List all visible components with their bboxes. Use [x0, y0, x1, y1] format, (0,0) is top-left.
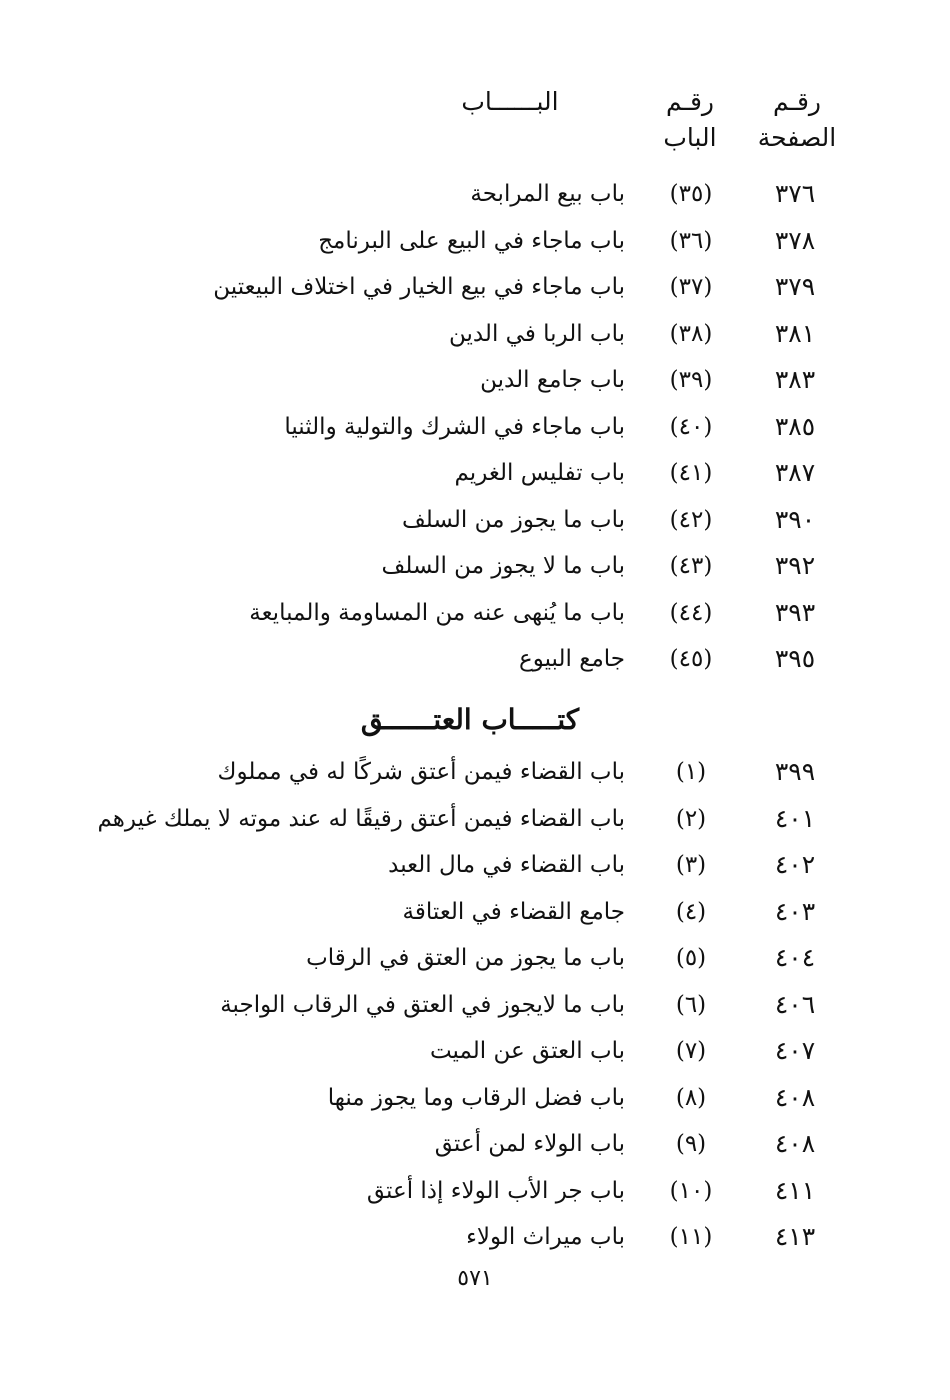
index-group-sales — [0, 172, 950, 684]
header-page-number-line2: الصفحة — [757, 123, 837, 152]
row-page-number: ٣٧٦ — [774, 179, 816, 208]
row-page-number: ٤٠٨ — [774, 1129, 816, 1158]
row-page-number: ٤٠٦ — [774, 989, 816, 1019]
row-chapter-title: جامع القضاء في العتاقة — [402, 898, 625, 925]
row-page-number: ٣٩٥ — [774, 644, 816, 673]
row-chapter-title: باب تفليس الغريم — [454, 460, 625, 486]
index-row — [0, 544, 950, 591]
row-chapter-title: باب الربا في الدين — [448, 320, 625, 347]
index-row — [0, 358, 950, 405]
row-page-number: ٣٩٢ — [774, 551, 816, 580]
row-chapter-number: (٤١) — [669, 460, 713, 486]
row-page-number: ٣٩٣ — [774, 597, 816, 627]
index-row — [0, 265, 950, 312]
row-page-number: ٣٨١ — [774, 318, 816, 348]
index-group-manumission — [0, 750, 950, 1262]
row-page-number: ٤١٣ — [774, 1222, 816, 1251]
row-chapter-title: باب جامع الدين — [480, 367, 625, 393]
row-chapter-number: (٣٧) — [669, 274, 713, 300]
row-chapter-number: (٣٩) — [669, 367, 713, 393]
row-page-number: ٣٩٩ — [774, 757, 816, 786]
row-page-number: ٣٧٨ — [774, 225, 816, 255]
row-chapter-title: باب القضاء فيمن أعتق رقيقًا له عند موته لا يملك غيرهم — [97, 805, 625, 832]
index-row — [0, 1122, 950, 1169]
row-chapter-number: (١١) — [669, 1224, 713, 1250]
row-chapter-number: (٣٥) — [669, 181, 713, 207]
row-chapter-number: (٩) — [675, 1131, 707, 1157]
header-chapter-number-line2: الباب — [663, 123, 717, 152]
row-chapter-title: باب ميراث الولاء — [466, 1224, 625, 1250]
row-chapter-number: (٣٨) — [669, 320, 713, 347]
row-chapter-title: باب بيع المرابحة — [470, 181, 625, 207]
row-chapter-number: (٢) — [675, 805, 707, 832]
row-chapter-number: (٨) — [675, 1084, 707, 1111]
index-row — [0, 498, 950, 545]
row-chapter-number: (٤٠) — [669, 413, 713, 440]
section-heading: كتـــــاب العتــــــق — [360, 703, 580, 736]
index-row — [0, 219, 950, 266]
row-chapter-title: باب الولاء لمن أعتق — [434, 1131, 625, 1157]
index-row — [0, 843, 950, 890]
row-chapter-title: جامع البيوع — [519, 646, 625, 672]
index-row — [0, 1076, 950, 1123]
header-page-number — [752, 84, 842, 156]
row-chapter-title: باب ما لا يجوز من السلف — [381, 553, 625, 579]
row-chapter-title: باب ماجاء في بيع الخيار في اختلاف البيعتين — [213, 274, 625, 300]
row-chapter-title: باب ما يجوز من السلف — [401, 506, 625, 533]
index-row — [0, 890, 950, 937]
row-page-number: ٣٨٧ — [774, 458, 816, 487]
index-row — [0, 637, 950, 684]
header-chapter-title: البــــــاب — [461, 87, 559, 116]
row-chapter-title: باب ما لايجوز في العتق في الرقاب الواجبة — [220, 991, 625, 1018]
row-page-number: ٤٠٢ — [774, 850, 816, 879]
row-chapter-title: باب ما يُنهى عنه من المساومة والمبايعة — [249, 599, 625, 626]
index-row — [0, 312, 950, 359]
row-page-number: ٤٠٣ — [774, 896, 816, 926]
row-chapter-number: (٤٥) — [669, 646, 713, 672]
row-chapter-title: باب العتق عن الميت — [429, 1038, 625, 1064]
index-row — [0, 1169, 950, 1216]
header-chapter-number-line1: رقـم — [666, 87, 714, 116]
row-chapter-title: باب ماجاء في البيع على البرنامج — [318, 227, 625, 254]
row-chapter-number: (٤) — [675, 898, 707, 925]
row-page-number: ٣٨٥ — [774, 411, 816, 441]
row-page-number: ٤١١ — [774, 1175, 816, 1205]
row-chapter-number: (٥) — [675, 945, 707, 971]
header-chapter-number — [650, 84, 730, 156]
index-row — [0, 1215, 950, 1262]
row-page-number: ٤٠٤ — [774, 943, 816, 972]
row-page-number: ٤٠٧ — [774, 1036, 816, 1065]
row-chapter-number: (٤٢) — [669, 506, 713, 533]
index-row — [0, 936, 950, 983]
index-row — [0, 1029, 950, 1076]
row-page-number: ٤٠٨ — [774, 1082, 816, 1112]
footer-page-number: ٥٧١ — [457, 1266, 493, 1291]
row-chapter-title: باب ما يجوز من العتق في الرقاب — [306, 945, 625, 971]
index-row — [0, 451, 950, 498]
row-chapter-number: (٧) — [675, 1038, 707, 1064]
row-page-number: ٤٠١ — [774, 803, 816, 833]
index-row — [0, 983, 950, 1030]
row-chapter-title: باب جر الأب الولاء إذا أعتق — [366, 1177, 625, 1204]
row-chapter-title: باب فضل الرقاب وما يجوز منها — [327, 1084, 625, 1111]
index-row — [0, 591, 950, 638]
index-row — [0, 172, 950, 219]
row-page-number: ٣٩٠ — [774, 504, 816, 534]
index-row — [0, 750, 950, 797]
row-page-number: ٣٨٣ — [774, 365, 816, 394]
row-chapter-title: باب ماجاء في الشرك والتولية والثنيا — [284, 413, 625, 440]
row-chapter-number: (١٠) — [669, 1177, 713, 1204]
index-row — [0, 797, 950, 844]
row-chapter-number: (٤٤) — [669, 599, 713, 626]
row-chapter-title: باب القضاء فيمن أعتق شركًا له في مملوك — [217, 759, 625, 785]
header-page-number-line1: رقـم — [773, 87, 821, 116]
row-chapter-number: (٦) — [675, 991, 707, 1018]
row-chapter-number: (٣٦) — [669, 227, 713, 254]
row-chapter-number: (١) — [675, 759, 707, 785]
row-chapter-title: باب القضاء في مال العبد — [388, 852, 625, 878]
row-chapter-number: (٣) — [675, 852, 707, 878]
row-page-number: ٣٧٩ — [774, 272, 816, 301]
index-row — [0, 405, 950, 452]
row-chapter-number: (٤٣) — [669, 553, 713, 579]
